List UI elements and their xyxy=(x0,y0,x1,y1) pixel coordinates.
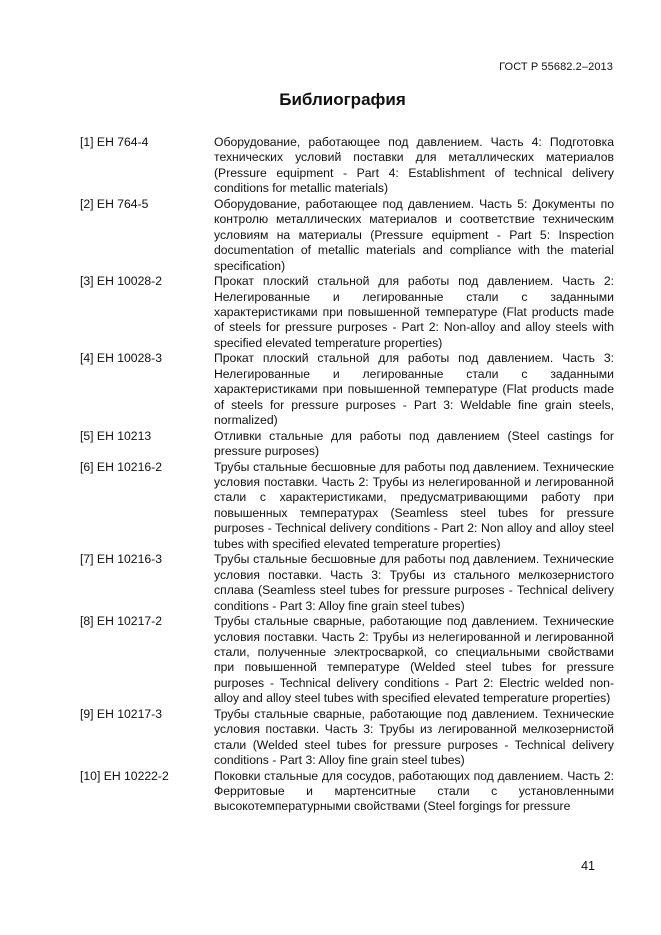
bibliography-entry xyxy=(80,135,614,197)
bibliography-entry xyxy=(80,460,614,553)
entry-description: Трубы стальные бесшовные для работы под давлением. Технические условия поставки. Часть 2: Трубы из нелегированной и легированной стали с характеристиками, предусматривающими работу при повышенных температурах (Seamless steel tubes for pressure purposes - Technical delivery conditions - Part 2: Non alloy and alloy steel tubes with specified elevated temperature properties) xyxy=(214,459,614,551)
entry-description: Трубы стальные сварные, работающие под давлением. Технические условия поставки. Часть 2: Трубы из нелегированной и легированной стали, полученные электросваркой, со специальными свойствами при повышенной температуре (Welded steel tubes for pressure purposes - Technical delivery conditions - Part 2: Electric welded non-alloy and alloy steel tubes with specified elevated temperature properties) xyxy=(214,614,614,706)
bibliography-entry xyxy=(80,614,614,707)
entry-reference: [3] EH 10028-2 xyxy=(80,274,162,289)
entry-description: Отливки стальные для работы под давлением (Steel castings for pressure purposes) xyxy=(214,428,614,459)
bibliography-entry xyxy=(80,769,614,815)
entry-description: Прокат плоский стальной для работы под давлением. Часть 3: Нелегированные и легированные стали с заданными характеристиками при повышенной температуре (Flat products made of steels for pressure purposes - Part 3: Weldable fine grain steels, normalized) xyxy=(214,351,614,428)
entry-description: Трубы стальные сварные, работающие под давлением. Технические условия поставки. Часть 3: Трубы из легированной мелкозернистой стали (Welded steel tubes for pressure purposes - Technical delivery conditions - Part 3: Alloy fine grain steel tubes) xyxy=(214,706,614,768)
entry-reference: [5] EH 10213 xyxy=(80,428,152,443)
entry-description: Поковки стальные для сосудов, работающих под давлением. Часть 2: Ферритовые и мартенситные стали с установленными высокотемпературными свойствами (Steel forgings for pressure xyxy=(214,768,614,814)
entry-reference: [1] EH 764-4 xyxy=(80,135,149,149)
standard-designation: ГОСТ Р 55682.2–2013 xyxy=(499,61,613,73)
bibliography-entry xyxy=(80,351,614,428)
bibliography-entry xyxy=(80,707,614,769)
page-number: 41 xyxy=(581,859,595,873)
entry-description: Оборудование, работающее под давлением. Часть 4: Подготовка технических условий поставки для металлических материалов (Pressure equipment - Part 4: Establishment of technical delivery conditions for metallic materials) xyxy=(214,135,614,196)
entry-reference: [2] EH 764-5 xyxy=(80,196,149,211)
page-title: Библиография xyxy=(279,90,406,109)
entry-description: Прокат плоский стальной для работы под давлением. Часть 2: Нелегированные и легированные стали с заданными характеристиками при повышенной температуре (Flat products made of steels for pressure purposes - Part 2: Non-alloy and alloy steels with specified elevated temperature properties) xyxy=(214,274,614,350)
entry-reference: [4] EH 10028-3 xyxy=(80,351,162,366)
bibliography-list xyxy=(80,135,614,815)
entry-reference: [7] EH 10216-3 xyxy=(80,552,162,567)
entry-description: Трубы стальные бесшовные для работы под давлением. Технические условия поставки. Часть 3: Трубы из стального мелкозернистого сплава (Seamless steel tubes for pressure purposes - Technical delivery conditions - Part 3: Alloy fine grain steel tubes) xyxy=(214,552,614,613)
bibliography-entry xyxy=(80,429,614,460)
bibliography-entry xyxy=(80,274,614,351)
entry-description: Оборудование, работающее под давлением. Часть 5: Документы по контролю металлических материалов и соответствие техническим условиям на материалы (Pressure equipment - Part 5: Inspection documentation of metallic materials and compliance with the material specification) xyxy=(214,196,614,273)
entry-reference: [8] EH 10217-2 xyxy=(80,614,162,629)
entry-reference: [6] EH 10216-2 xyxy=(80,459,162,474)
bibliography-entry xyxy=(80,197,614,274)
entry-reference: [9] EH 10217-3 xyxy=(80,706,162,721)
bibliography-entry xyxy=(80,552,614,614)
entry-reference: [10] EH 10222-2 xyxy=(80,768,169,783)
